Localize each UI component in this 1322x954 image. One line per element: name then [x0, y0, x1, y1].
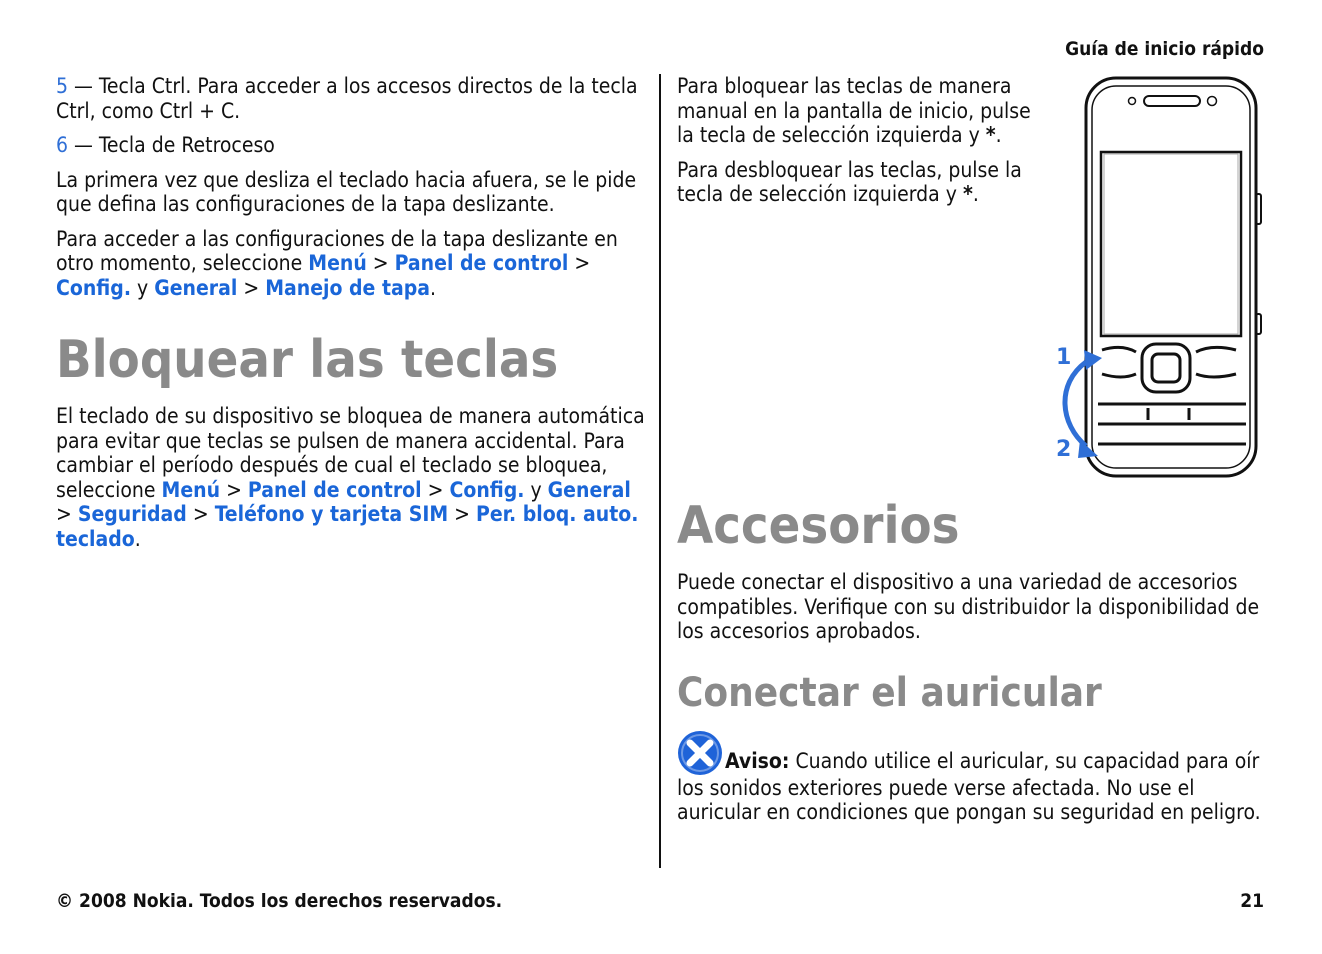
- paragraph-text: Para desbloquear las teclas, pulse la tecla de selección izquierda y: [677, 157, 1022, 206]
- item-6-text: — Tecla de Retroceso: [68, 133, 275, 157]
- heading-conectar-auricular: Conectar el auricular: [677, 669, 1102, 716]
- warning-x-icon: [677, 730, 723, 776]
- warning-paragraph: [677, 730, 1269, 825]
- heading-bloquear-teclas: Bloquear las teclas: [56, 330, 559, 390]
- link-panel-de-control[interactable]: Panel de control: [247, 477, 422, 502]
- paragraph-text: Para acceder a las configuraciones de la tapa deslizante en otro momento, seleccione: [56, 226, 618, 275]
- separator: >: [237, 275, 266, 300]
- separator: >: [366, 251, 395, 275]
- link-menu[interactable]: Menú: [161, 477, 221, 502]
- item-5-number: 5: [56, 74, 69, 98]
- period: .: [134, 526, 141, 551]
- unlock-paragraph: [677, 158, 1049, 207]
- item-6-number: 6: [56, 133, 69, 157]
- paragraph-text: El teclado de su dispositivo se bloquea de manera automática para evitar que teclas se pulsen de manera accidental. Para cambiar el período después de cual el teclado se bloquea, seleccione: [56, 404, 645, 502]
- link-telefono-tarjeta-sim[interactable]: Teléfono y tarjeta SIM: [214, 502, 449, 526]
- link-config[interactable]: Config.: [56, 275, 132, 300]
- item-5: [56, 74, 650, 123]
- star-key: *: [962, 182, 973, 206]
- heading-accesorios: Accesorios: [677, 496, 960, 556]
- period: .: [972, 182, 979, 206]
- accessories-paragraph: Puede conectar el dispositivo a una variedad de accesorios compatibles. Verifique con su distribuidor la disponibilidad de los accesorios aprobados.: [677, 570, 1260, 643]
- separator: >: [220, 477, 248, 502]
- link-config[interactable]: Config.: [449, 477, 525, 502]
- right-column: [677, 496, 1269, 835]
- right-top-text: [677, 74, 1049, 217]
- keylock-paragraph: [56, 404, 650, 551]
- footer-copyright: © 2008 Nokia. Todos los derechos reservados.: [56, 890, 503, 912]
- star-key: *: [985, 123, 996, 147]
- item-5-text: — Tecla Ctrl. Para acceder a los accesos directos de la tecla Ctrl, como Ctrl + C.: [56, 74, 638, 123]
- link-panel-de-control[interactable]: Panel de control: [394, 251, 569, 275]
- separator: >: [186, 502, 215, 526]
- phone-illustration: [1046, 74, 1266, 484]
- page-header: Guía de inicio rápido: [1065, 38, 1264, 60]
- link-general[interactable]: General: [154, 275, 238, 300]
- item-6: [56, 133, 650, 158]
- slide-config-paragraph: La primera vez que desliza el teclado hacia afuera, se le pide que defina las configuraciones de la tapa deslizante.: [56, 167, 637, 216]
- paragraph-text: Para bloquear las teclas de manera manual en la pantalla de inicio, pulse la tecla de selección izquierda y: [677, 74, 1031, 147]
- page-number: 21: [1240, 890, 1264, 912]
- period: .: [430, 275, 436, 300]
- link-general[interactable]: General: [547, 477, 631, 502]
- separator: >: [568, 251, 591, 275]
- separator: y: [524, 477, 548, 502]
- period: .: [995, 123, 1002, 147]
- separator: >: [56, 502, 78, 526]
- separator: y: [131, 275, 155, 300]
- arrow-label-2: 2: [1056, 437, 1072, 462]
- link-menu[interactable]: Menú: [308, 251, 367, 275]
- link-per-bloq-auto-teclado[interactable]: Per. bloq. auto. teclado: [56, 502, 639, 551]
- lock-manual-paragraph: [677, 74, 1049, 148]
- link-seguridad[interactable]: Seguridad: [77, 502, 187, 526]
- separator: >: [448, 502, 477, 526]
- arrow-label-1: 1: [1056, 345, 1072, 370]
- warning-label: Aviso:: [725, 748, 790, 773]
- left-column: [56, 74, 650, 561]
- column-divider: [659, 74, 661, 868]
- link-manejo-de-tapa[interactable]: Manejo de tapa: [265, 275, 430, 300]
- warning-text: Cuando utilice el auricular, su capacidad para oír los sonidos exteriores puede verse afectada. No use el auricular en condiciones que pongan su seguridad en peligro.: [677, 748, 1261, 824]
- separator: >: [421, 477, 450, 502]
- slide-access-paragraph: [56, 227, 650, 301]
